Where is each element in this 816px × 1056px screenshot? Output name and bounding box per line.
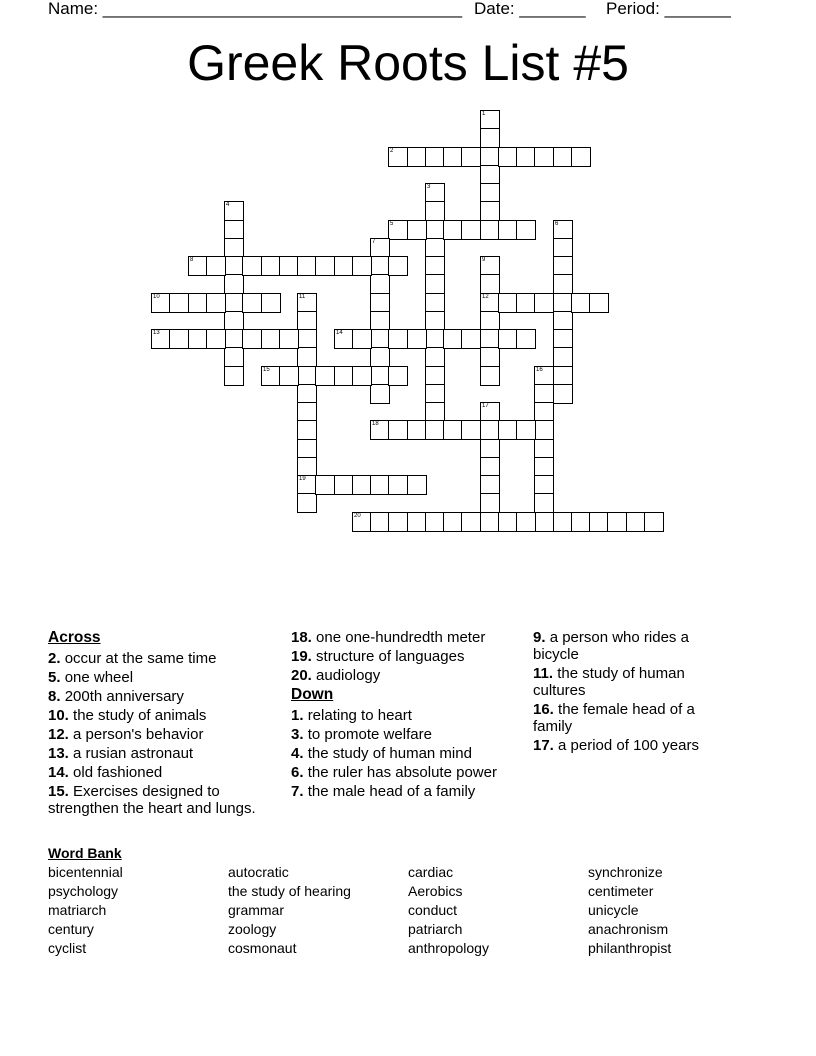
crossword-cell[interactable] xyxy=(480,256,500,276)
crossword-cell[interactable] xyxy=(224,347,244,367)
crossword-cell[interactable] xyxy=(388,329,408,349)
crossword-cell[interactable] xyxy=(297,493,317,513)
page-title: Greek Roots List #5 xyxy=(187,35,629,91)
crossword-cell[interactable] xyxy=(297,347,317,367)
crossword-cell[interactable] xyxy=(480,402,500,422)
clue-number: 9 xyxy=(482,257,486,263)
word-bank-item: Aerobics xyxy=(408,883,463,899)
crossword-cell[interactable] xyxy=(370,384,390,404)
crossword-cell[interactable] xyxy=(480,512,500,532)
crossword-cell[interactable] xyxy=(425,311,445,331)
crossword-cell[interactable] xyxy=(553,238,573,258)
crossword-cell[interactable] xyxy=(370,293,390,313)
crossword-cell[interactable] xyxy=(480,147,500,167)
crossword-cell[interactable] xyxy=(534,420,554,440)
crossword-cell[interactable] xyxy=(516,329,536,349)
crossword-cell[interactable] xyxy=(553,366,573,386)
crossword-cell[interactable] xyxy=(388,220,408,240)
crossword-cell[interactable] xyxy=(407,147,427,167)
crossword-cell[interactable] xyxy=(188,293,208,313)
crossword-cell[interactable] xyxy=(151,293,171,313)
crossword-cell[interactable] xyxy=(206,256,226,276)
crossword-cell[interactable] xyxy=(297,329,317,349)
clue-number: 13 xyxy=(153,330,160,336)
word-bank-item: anthropology xyxy=(408,940,489,956)
crossword-cell[interactable] xyxy=(480,165,500,185)
crossword-cell[interactable] xyxy=(480,329,500,349)
crossword-cell[interactable] xyxy=(461,147,481,167)
clue-number: 5 xyxy=(390,221,394,227)
crossword-cell[interactable] xyxy=(188,256,208,276)
clue-down-16: 16. the female head of a family xyxy=(533,701,695,735)
word-bank-item: centimeter xyxy=(588,883,654,899)
clue-down-3: 3. to promote welfare xyxy=(291,726,432,743)
clue-across-5: 5. one wheel xyxy=(48,669,134,686)
crossword-cell[interactable] xyxy=(425,220,445,240)
clue-number: 10 xyxy=(153,294,160,300)
crossword-cell[interactable] xyxy=(480,439,500,459)
crossword-cell[interactable] xyxy=(534,384,554,404)
crossword-cell[interactable] xyxy=(315,256,335,276)
crossword-cell[interactable] xyxy=(480,220,500,240)
word-bank-item: patriarch xyxy=(408,921,463,937)
crossword-cell[interactable] xyxy=(571,512,591,532)
clue-across-2: 2. occur at the same time xyxy=(48,650,217,667)
crossword-cell[interactable] xyxy=(534,366,554,386)
word-bank-item: anachronism xyxy=(588,921,669,937)
clue-across-8: 8. 200th anniversary xyxy=(48,688,184,705)
crossword-cell[interactable] xyxy=(224,293,244,313)
crossword-cell[interactable] xyxy=(425,147,445,167)
crossword-cell[interactable] xyxy=(261,329,281,349)
crossword-cell[interactable] xyxy=(443,220,463,240)
crossword-cell[interactable] xyxy=(553,384,573,404)
crossword-cell[interactable] xyxy=(297,475,317,495)
crossword-cell[interactable] xyxy=(480,493,500,513)
crossword-cell[interactable] xyxy=(315,366,335,386)
crossword-cell[interactable] xyxy=(534,493,554,513)
clue-across-20: 20. audiology xyxy=(291,667,381,684)
crossword-cell[interactable] xyxy=(352,512,372,532)
crossword-cell[interactable] xyxy=(516,147,536,167)
clue-number: 12 xyxy=(482,294,489,300)
crossword-cell[interactable] xyxy=(224,256,244,276)
crossword-cell[interactable] xyxy=(297,457,317,477)
crossword-cell[interactable] xyxy=(352,329,372,349)
crossword-cell[interactable] xyxy=(370,274,390,294)
clue-number: 1 xyxy=(482,111,486,117)
crossword-cell[interactable] xyxy=(443,147,463,167)
crossword-cell[interactable] xyxy=(370,420,390,440)
clue-across-15: 15. Exercises designed to strengthen the heart and lungs. xyxy=(48,783,256,817)
crossword-cell[interactable] xyxy=(370,347,390,367)
crossword-cell[interactable] xyxy=(352,256,372,276)
crossword-cell[interactable] xyxy=(553,512,573,532)
crossword-cell[interactable] xyxy=(553,220,573,240)
clue-down-9: 9. a person who rides a bicycle xyxy=(533,629,689,663)
crossword-cell[interactable] xyxy=(425,420,445,440)
crossword-cell[interactable] xyxy=(425,347,445,367)
crossword-cell[interactable] xyxy=(388,256,408,276)
crossword-cell[interactable] xyxy=(516,220,536,240)
crossword-cell[interactable] xyxy=(480,201,500,221)
crossword-cell[interactable] xyxy=(297,256,317,276)
crossword-cell[interactable] xyxy=(425,366,445,386)
crossword-cell[interactable] xyxy=(498,220,518,240)
crossword-cell[interactable] xyxy=(370,238,390,258)
crossword-cell[interactable] xyxy=(224,220,244,240)
crossword-cell[interactable] xyxy=(553,311,573,331)
crossword-cell[interactable] xyxy=(516,420,536,440)
crossword-cell[interactable] xyxy=(480,110,500,130)
crossword-cell[interactable] xyxy=(498,512,518,532)
clue-number: 19 xyxy=(299,476,306,482)
clues-column-1 xyxy=(48,629,278,819)
crossword-cell[interactable] xyxy=(480,293,500,313)
crossword-cell[interactable] xyxy=(242,293,262,313)
crossword-cell[interactable] xyxy=(297,311,317,331)
crossword-cell[interactable] xyxy=(443,329,463,349)
crossword-cell[interactable] xyxy=(297,384,317,404)
clue-number: 17 xyxy=(482,403,489,409)
crossword-cell[interactable] xyxy=(334,366,354,386)
crossword-cell[interactable] xyxy=(553,274,573,294)
clue-across-12: 12. a person's behavior xyxy=(48,726,204,743)
crossword-cell[interactable] xyxy=(425,256,445,276)
clue-number: 6 xyxy=(555,221,559,227)
crossword-cell[interactable] xyxy=(480,457,500,477)
crossword-cell[interactable] xyxy=(589,293,609,313)
crossword-cell[interactable] xyxy=(279,256,299,276)
crossword-cell[interactable] xyxy=(425,329,445,349)
crossword-cell[interactable] xyxy=(388,147,408,167)
crossword-cell[interactable] xyxy=(151,329,171,349)
crossword-cell[interactable] xyxy=(461,329,481,349)
crossword-cell[interactable] xyxy=(553,329,573,349)
clue-number: 14 xyxy=(336,330,343,336)
crossword-cell[interactable] xyxy=(589,512,609,532)
crossword-cell[interactable] xyxy=(370,512,390,532)
crossword-cell[interactable] xyxy=(315,475,335,495)
crossword-cell[interactable] xyxy=(206,293,226,313)
crossword-cell[interactable] xyxy=(425,512,445,532)
across-heading: Across xyxy=(48,629,101,646)
word-bank-item: bicentennial xyxy=(48,864,123,880)
clue-down-1: 1. relating to heart xyxy=(291,707,412,724)
crossword-cell[interactable] xyxy=(534,475,554,495)
crossword-cell[interactable] xyxy=(425,183,445,203)
word-bank-item: cyclist xyxy=(48,940,87,956)
clue-number: 11 xyxy=(299,294,306,300)
word-bank-item: philanthropist xyxy=(588,940,672,956)
crossword-cell[interactable] xyxy=(480,183,500,203)
clues-column-3 xyxy=(533,629,733,756)
crossword-cell[interactable] xyxy=(370,311,390,331)
clue-number: 16 xyxy=(536,367,543,373)
word-bank-item: cardiac xyxy=(408,864,454,880)
crossword-cell[interactable] xyxy=(443,512,463,532)
clue-across-14: 14. old fashioned xyxy=(48,764,163,781)
clue-number: 7 xyxy=(372,239,376,245)
crossword-cell[interactable] xyxy=(279,366,299,386)
crossword-cell[interactable] xyxy=(480,475,500,495)
crossword-cell[interactable] xyxy=(352,366,372,386)
crossword-cell[interactable] xyxy=(461,220,481,240)
crossword-cell[interactable] xyxy=(607,512,627,532)
crossword-cell[interactable] xyxy=(297,420,317,440)
crossword-cell[interactable] xyxy=(388,420,408,440)
crossword-cell[interactable] xyxy=(261,366,281,386)
crossword-cell[interactable] xyxy=(534,402,554,422)
crossword-cell[interactable] xyxy=(534,147,554,167)
crossword-cell[interactable] xyxy=(425,293,445,313)
word-bank-item: the study of hearing xyxy=(228,883,351,899)
crossword-cell[interactable] xyxy=(206,329,226,349)
crossword-cell[interactable] xyxy=(388,366,408,386)
crossword-cell[interactable] xyxy=(534,457,554,477)
crossword-cell[interactable] xyxy=(370,256,390,276)
clue-down-17: 17. a period of 100 years xyxy=(533,737,699,754)
clue-number: 2 xyxy=(390,148,394,154)
clue-down-4: 4. the study of human mind xyxy=(291,745,472,762)
crossword-cell[interactable] xyxy=(480,366,500,386)
down-heading: Down xyxy=(291,686,334,703)
crossword-cell[interactable] xyxy=(297,293,317,313)
crossword-cell[interactable] xyxy=(407,475,427,495)
clue-across-19: 19. structure of languages xyxy=(291,648,465,665)
word-bank-item: grammar xyxy=(228,902,285,918)
crossword-cell[interactable] xyxy=(224,366,244,386)
crossword-cell[interactable] xyxy=(425,238,445,258)
crossword-cell[interactable] xyxy=(188,329,208,349)
clue-down-6: 6. the ruler has absolute power xyxy=(291,764,497,781)
crossword-cell[interactable] xyxy=(498,329,518,349)
clue-number: 20 xyxy=(354,513,361,519)
crossword-cell[interactable] xyxy=(224,311,244,331)
crossword-cell[interactable] xyxy=(407,420,427,440)
crossword-cell[interactable] xyxy=(297,439,317,459)
crossword-cell[interactable] xyxy=(644,512,664,532)
crossword-cell[interactable] xyxy=(498,293,518,313)
word-bank-item: psychology xyxy=(48,883,119,899)
crossword-cell[interactable] xyxy=(516,293,536,313)
crossword-cell[interactable] xyxy=(242,329,262,349)
crossword-cell[interactable] xyxy=(407,220,427,240)
name-field[interactable]: Name: ______________________________________ xyxy=(48,0,463,18)
word-bank-item: conduct xyxy=(408,902,458,918)
crossword-cell[interactable] xyxy=(224,274,244,294)
crossword-cell[interactable] xyxy=(169,293,189,313)
crossword-cell[interactable] xyxy=(534,293,554,313)
crossword-cell[interactable] xyxy=(553,293,573,313)
crossword-cell[interactable] xyxy=(297,366,317,386)
word-bank-item: autocratic xyxy=(228,864,289,880)
crossword-cell[interactable] xyxy=(553,256,573,276)
crossword-cell[interactable] xyxy=(407,329,427,349)
clue-number: 8 xyxy=(190,257,194,263)
date-field[interactable]: Date: _______ xyxy=(474,0,586,18)
crossword-cell[interactable] xyxy=(388,512,408,532)
crossword-cell[interactable] xyxy=(425,201,445,221)
crossword-cell[interactable] xyxy=(425,384,445,404)
crossword-cell[interactable] xyxy=(370,475,390,495)
clues-column-2 xyxy=(291,629,521,802)
crossword-cell[interactable] xyxy=(279,329,299,349)
word-bank-item: cosmonaut xyxy=(228,940,297,956)
crossword-cell[interactable] xyxy=(407,512,427,532)
clue-number: 3 xyxy=(427,184,431,190)
crossword-cell[interactable] xyxy=(461,512,481,532)
crossword-cell[interactable] xyxy=(480,311,500,331)
crossword-cell[interactable] xyxy=(425,402,445,422)
clue-across-18: 18. one one-hundredth meter xyxy=(291,629,486,646)
crossword-cell[interactable] xyxy=(571,293,591,313)
crossword-cell[interactable] xyxy=(443,420,463,440)
crossword-cell[interactable] xyxy=(516,512,536,532)
crossword-cell[interactable] xyxy=(480,347,500,367)
crossword-cell[interactable] xyxy=(224,238,244,258)
word-bank-item: unicycle xyxy=(588,902,639,918)
crossword-cell[interactable] xyxy=(352,475,372,495)
word-bank-item: zoology xyxy=(228,921,277,937)
crossword-cell[interactable] xyxy=(297,402,317,422)
crossword-cell[interactable] xyxy=(571,147,591,167)
crossword-cell[interactable] xyxy=(480,274,500,294)
word-bank-item: century xyxy=(48,921,94,937)
clue-across-10: 10. the study of animals xyxy=(48,707,207,724)
crossword-cell[interactable] xyxy=(480,128,500,148)
crossword-cell[interactable] xyxy=(224,201,244,221)
crossword-cell[interactable] xyxy=(169,329,189,349)
crossword-cell[interactable] xyxy=(242,256,262,276)
crossword-cell[interactable] xyxy=(370,329,390,349)
period-field[interactable]: Period: _______ xyxy=(606,0,731,18)
crossword-cell[interactable] xyxy=(334,256,354,276)
crossword-cell[interactable] xyxy=(553,347,573,367)
crossword-cell[interactable] xyxy=(425,274,445,294)
crossword-cell[interactable] xyxy=(461,420,481,440)
crossword-cell[interactable] xyxy=(498,147,518,167)
clue-number: 18 xyxy=(372,421,379,427)
crossword-cell[interactable] xyxy=(261,293,281,313)
crossword-cell[interactable] xyxy=(334,329,354,349)
crossword-cell[interactable] xyxy=(480,420,500,440)
crossword-cell[interactable] xyxy=(534,439,554,459)
clue-number: 15 xyxy=(263,367,270,373)
crossword-cell[interactable] xyxy=(626,512,646,532)
clue-across-13: 13. a rusian astronaut xyxy=(48,745,194,762)
crossword-cell[interactable] xyxy=(370,366,390,386)
word-bank-item: matriarch xyxy=(48,902,107,918)
crossword-cell[interactable] xyxy=(261,256,281,276)
crossword-cell[interactable] xyxy=(388,475,408,495)
clue-down-7: 7. the male head of a family xyxy=(291,783,476,800)
word-bank-item: synchronize xyxy=(588,864,663,880)
clue-down-11: 11. the study of human cultures xyxy=(533,665,685,699)
clue-number: 4 xyxy=(226,202,230,208)
crossword-cell[interactable] xyxy=(534,512,554,532)
crossword-cell[interactable] xyxy=(498,420,518,440)
crossword-cell[interactable] xyxy=(334,475,354,495)
crossword-cell[interactable] xyxy=(553,147,573,167)
crossword-cell[interactable] xyxy=(224,329,244,349)
word-bank-title: Word Bank xyxy=(48,845,122,861)
